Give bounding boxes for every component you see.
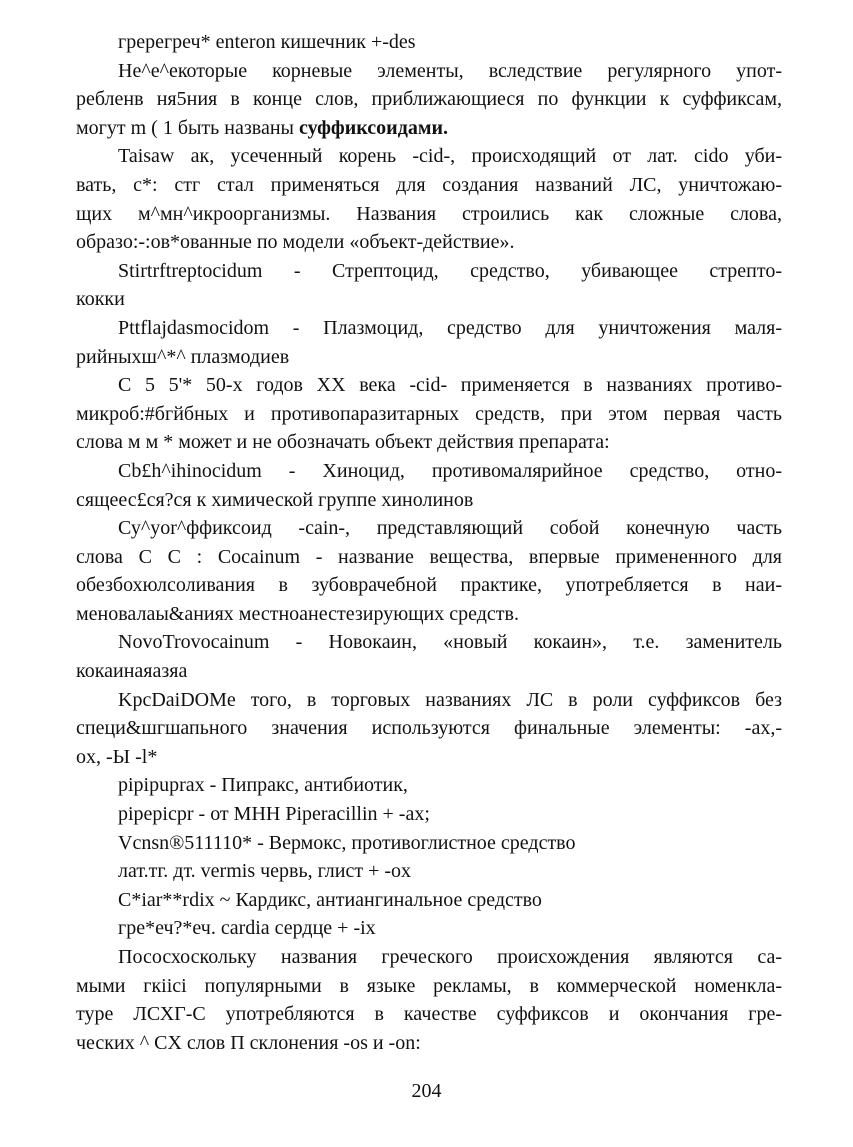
text-line: гререгреч* enteron кишечник +-des (118, 31, 416, 53)
text-line: кокаинаяазяа (76, 660, 188, 683)
text-line: меновалаы&аниях местноанестезирующих средств. (76, 602, 519, 625)
bold-term: суффиксоидами. (298, 116, 448, 139)
text-line: Не^е^екоторые корневые элементы, вследствие регулярного упот- (118, 59, 782, 82)
text-line: ox, -Ы -l* (76, 745, 158, 768)
text-line: специ&шгшапьного значения используются финальные элементы: -ax,- (76, 717, 782, 740)
text-line: Pttflajdasmocidom - Плазмоцид, средство для уничтожения маля- (118, 316, 782, 339)
text-line: Пососхоскольку названия греческого происхождения являются са- (118, 946, 782, 968)
text-line: слова С С : Cocainum - название вещества, впервые примененного для (76, 545, 782, 568)
text-line: ребленв ня5ния в конце слов, приближающиеся по функции к суффиксам, (76, 88, 782, 111)
text-line: мыми гкiiсi популярными в языке рекламы, в коммерческой номенкла- (76, 974, 782, 997)
page-number: 204 (411, 1080, 442, 1102)
text-fragment: могут m ( 1 быть названы (76, 116, 294, 139)
text-line: вать, c*: стг стал применяться для создания названий ЛС, уничтожаю- (76, 173, 782, 196)
text-line: Су^yor^ффиксоид -cain-, представляющий собой конечную часть (118, 517, 782, 540)
list-item: гре*еч?*еч. cardia сердце + -ix (118, 917, 376, 940)
text-line: Taisaw ак, усеченный корень -cid-, происходящий от лат. cido уби- (118, 145, 782, 168)
text-line: щих м^мн^икроорганизмы. Названия строились как сложные слова, (76, 202, 782, 225)
text-line: Cb£h^ihinocidum - Хиноцид, противомалярийное средство, отно- (118, 459, 782, 482)
text-line: KpcDaiDOMe того, в торговых названиях ЛС в роли суффиксов без (118, 688, 782, 711)
text-line: С 5 5'* 50-х годов XX века -cid- применяется в названиях противо- (118, 374, 782, 397)
text-line: сящеес£ся?ся к химической группе хинолинов (76, 488, 474, 511)
text-line: кокки (76, 288, 125, 311)
list-item: Vcnsn®511110* - Вермокс, противоглистное средство (118, 831, 576, 854)
list-item: pipipuprax - Пипракс, антибиотик, (118, 774, 408, 797)
text-line: NovoTrovocainum - Новокаин, «новый кокаин», т.е. заменитель (118, 631, 782, 654)
text-line (76, 114, 782, 143)
text-line: ческих ^ CX слов П склонения -os и -on: (76, 1031, 421, 1054)
text-line: обезбохюлсоливания в зубоврачебной практике, употребляется в наи- (76, 574, 782, 597)
text-line: микроб:#бгйбных и противопаразитарных средств, при этом первая часть (76, 402, 782, 425)
text-line: рийныхш^*^ плазмодиев (76, 345, 290, 368)
list-item: лат.тг. дт. vermis червь, глист + -ox (118, 860, 412, 883)
text-line: образо:-:ов*ованные по модели «объект-действие». (76, 231, 515, 254)
text-line: туре ЛСХГ-С употребляются в качестве суффиксов и окончания гре- (76, 1003, 782, 1026)
list-item: pipepicpr - от МНН Piperacillin + -ax; (118, 803, 430, 826)
list-item: C*iar**rdix ~ Кардикс, антиангинальное средство (118, 888, 542, 911)
text-line: слова м м * может и не обозначать объект действия препарата: (76, 431, 610, 454)
text-line: Stirtrftreptocidum - Стрептоцид, средство, убивающее стрепто- (118, 259, 782, 282)
document-page (76, 28, 782, 1057)
